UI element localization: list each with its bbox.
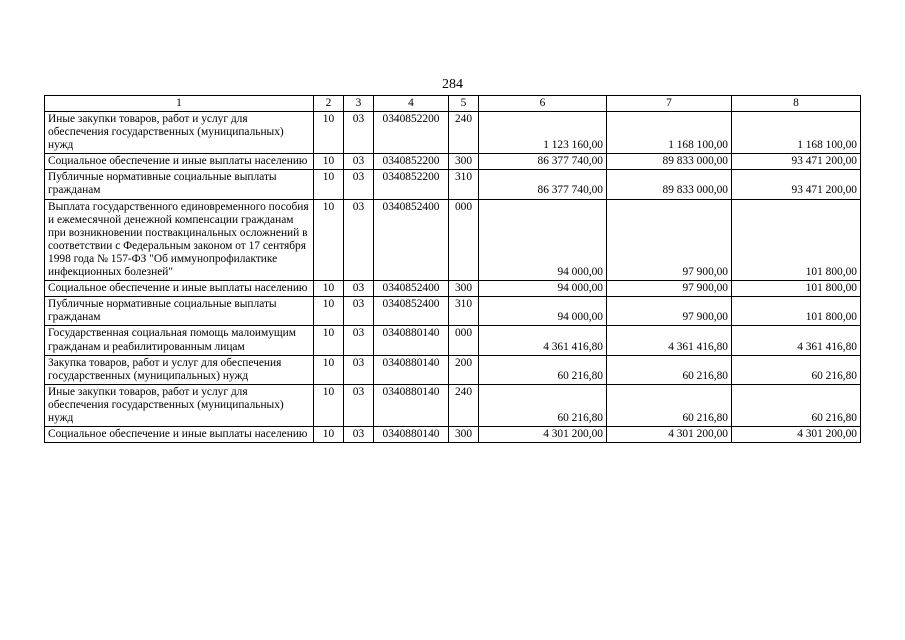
amount-col-6: 86 377 740,00	[479, 170, 607, 199]
column-header: 8	[732, 96, 861, 112]
amount-col-7: 1 168 100,00	[607, 112, 732, 154]
row-name: Иные закупки товаров, работ и услуг для обеспечения государственных (муниципальных) нужд	[45, 384, 314, 426]
page-number: 284	[442, 77, 463, 92]
expense-type-code: 200	[449, 355, 479, 384]
expense-type-code: 300	[449, 154, 479, 170]
amount-col-6: 4 361 416,80	[479, 326, 607, 355]
subsection-code: 03	[344, 199, 374, 281]
amount-col-6: 94 000,00	[479, 199, 607, 281]
section-code: 10	[314, 427, 344, 443]
amount-col-7: 4 361 416,80	[607, 326, 732, 355]
table-row	[45, 384, 861, 426]
table-row	[45, 297, 861, 326]
table-row	[45, 170, 861, 199]
table-row	[45, 154, 861, 170]
section-code: 10	[314, 199, 344, 281]
amount-col-8: 4 301 200,00	[732, 427, 861, 443]
amount-col-6: 86 377 740,00	[479, 154, 607, 170]
amount-col-7: 89 833 000,00	[607, 170, 732, 199]
column-header: 1	[45, 96, 314, 112]
column-header: 5	[449, 96, 479, 112]
column-header: 3	[344, 96, 374, 112]
amount-col-6: 1 123 160,00	[479, 112, 607, 154]
target-article-code: 0340852200	[374, 170, 449, 199]
amount-col-8: 101 800,00	[732, 297, 861, 326]
amount-col-8: 93 471 200,00	[732, 154, 861, 170]
column-header: 6	[479, 96, 607, 112]
expense-type-code: 300	[449, 427, 479, 443]
amount-col-8: 60 216,80	[732, 384, 861, 426]
subsection-code: 03	[344, 355, 374, 384]
target-article-code: 0340852400	[374, 199, 449, 281]
column-header: 2	[314, 96, 344, 112]
row-name: Государственная социальная помощь малоимущим гражданам и реабилитированным лицам	[45, 326, 314, 355]
section-code: 10	[314, 355, 344, 384]
amount-col-7: 97 900,00	[607, 199, 732, 281]
amount-col-7: 4 301 200,00	[607, 427, 732, 443]
amount-col-8: 101 800,00	[732, 281, 861, 297]
section-code: 10	[314, 297, 344, 326]
target-article-code: 0340880140	[374, 355, 449, 384]
column-header: 4	[374, 96, 449, 112]
section-code: 10	[314, 170, 344, 199]
table-row	[45, 112, 861, 154]
budget-table	[44, 95, 861, 443]
amount-col-8: 1 168 100,00	[732, 112, 861, 154]
header-row	[45, 96, 861, 112]
amount-col-8: 93 471 200,00	[732, 170, 861, 199]
table-row	[45, 326, 861, 355]
row-name: Закупка товаров, работ и услуг для обеспечения государственных (муниципальных) нужд	[45, 355, 314, 384]
table-row	[45, 427, 861, 443]
expense-type-code: 310	[449, 170, 479, 199]
section-code: 10	[314, 281, 344, 297]
amount-col-8: 60 216,80	[732, 355, 861, 384]
target-article-code: 0340852200	[374, 112, 449, 154]
row-name: Выплата государственного единовременного пособия и ежемесячной денежной компенсации гражданам при возникновении поствакцинальных осложнений в соответствии с Федеральным законом от 17 сентября 1998 года № 157-ФЗ "Об иммунопрофилактике инфекционных болезней"	[45, 199, 314, 281]
table-row	[45, 281, 861, 297]
amount-col-7: 89 833 000,00	[607, 154, 732, 170]
expense-type-code: 300	[449, 281, 479, 297]
expense-type-code: 000	[449, 326, 479, 355]
expense-type-code: 240	[449, 384, 479, 426]
amount-col-8: 101 800,00	[732, 199, 861, 281]
target-article-code: 0340880140	[374, 326, 449, 355]
subsection-code: 03	[344, 112, 374, 154]
subsection-code: 03	[344, 170, 374, 199]
expense-type-code: 000	[449, 199, 479, 281]
table-row	[45, 355, 861, 384]
subsection-code: 03	[344, 384, 374, 426]
row-name: Социальное обеспечение и иные выплаты населению	[45, 281, 314, 297]
target-article-code: 0340852200	[374, 154, 449, 170]
target-article-code: 0340852400	[374, 297, 449, 326]
row-name: Иные закупки товаров, работ и услуг для обеспечения государственных (муниципальных) нужд	[45, 112, 314, 154]
section-code: 10	[314, 112, 344, 154]
expense-type-code: 240	[449, 112, 479, 154]
column-header: 7	[607, 96, 732, 112]
subsection-code: 03	[344, 297, 374, 326]
table-row	[45, 199, 861, 281]
amount-col-8: 4 361 416,80	[732, 326, 861, 355]
row-name: Публичные нормативные социальные выплаты гражданам	[45, 170, 314, 199]
amount-col-7: 60 216,80	[607, 355, 732, 384]
amount-col-6: 60 216,80	[479, 384, 607, 426]
section-code: 10	[314, 154, 344, 170]
amount-col-6: 4 301 200,00	[479, 427, 607, 443]
subsection-code: 03	[344, 427, 374, 443]
subsection-code: 03	[344, 281, 374, 297]
amount-col-7: 97 900,00	[607, 297, 732, 326]
amount-col-6: 94 000,00	[479, 297, 607, 326]
amount-col-6: 94 000,00	[479, 281, 607, 297]
subsection-code: 03	[344, 154, 374, 170]
target-article-code: 0340880140	[374, 427, 449, 443]
row-name: Социальное обеспечение и иные выплаты населению	[45, 427, 314, 443]
amount-col-7: 97 900,00	[607, 281, 732, 297]
target-article-code: 0340880140	[374, 384, 449, 426]
row-name: Публичные нормативные социальные выплаты гражданам	[45, 297, 314, 326]
subsection-code: 03	[344, 326, 374, 355]
section-code: 10	[314, 384, 344, 426]
expense-type-code: 310	[449, 297, 479, 326]
section-code: 10	[314, 326, 344, 355]
amount-col-6: 60 216,80	[479, 355, 607, 384]
target-article-code: 0340852400	[374, 281, 449, 297]
row-name: Социальное обеспечение и иные выплаты населению	[45, 154, 314, 170]
amount-col-7: 60 216,80	[607, 384, 732, 426]
